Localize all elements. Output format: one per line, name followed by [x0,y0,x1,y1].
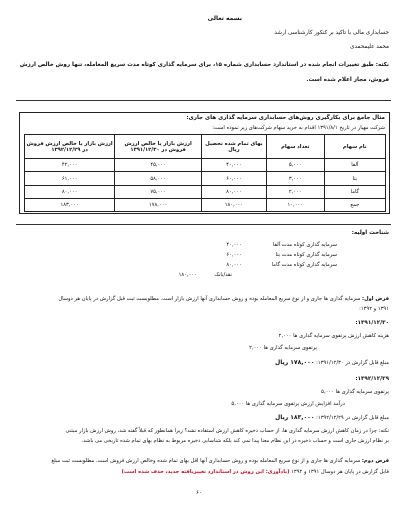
table-header-row [25,135,386,159]
page-number: ۶۰ [196,490,203,496]
table-header-cell: ارزش بازار یا خالص ارزش فروش در ۱۳۹۱/۱۲/۳۰ [115,135,202,159]
table-header-cell: بهای تمام شده تحصیل ریال [201,135,266,159]
table-cell: ۱۸۰,۰۰۰ [201,198,266,211]
table-header-cell: ارزش بازار یا خالص ارزش فروش در ۱۳۹۲/۱۲/۲۹ [25,135,115,159]
table-cell: ۸۰,۰۰۰ [201,185,266,198]
date1-reported [275,359,389,366]
cash-label: نقد/بانک [214,272,232,278]
investment-table [24,134,386,212]
assumption1-line1 [58,296,389,302]
table-cell: بتا [324,172,385,185]
note-top-line2: فروش، مجاز اعلام شده است. [306,77,389,83]
initial-entry-amount: ۶۰,۰۰۰ [226,252,242,258]
date1-heading: ۱۳۹۱/۱۲/۳۰: [355,320,389,326]
initial-entry-label: سرمایه گذاری کوتاه مدت بتا [275,252,337,258]
bismillah: بسمه تعالی [207,15,242,22]
assumption2-reminder: (یادآوری: این روش در استاندارد تغییریافته جدید، حذف شده است) [121,469,290,475]
assumption2-line2 [122,469,389,475]
date1-reported-label: مبلغ قابل گزارش در ۱۳۹۱/۱۲/۳۰: [316,360,389,366]
table-cell: جمع [324,198,385,211]
assumption2-text-2: قابل گزارش در پایان هر دوسال ۱۳۹۱ و ۱۳۹۲ [291,469,389,475]
table-cell: ۴۲,۰۰۰ [25,159,115,172]
table-cell: ۵۸,۰۰۰ [115,172,202,185]
note-bottom-line2: بر نظام ارزش جاری است و حساب ذخیره در این نظام معنا پیدا نمی کند بلکه شناسایی ذخیره مربوط به نظام بهای تمام شده تاریخی می باشد. [81,438,389,444]
table-cell: ۴۵,۰۰۰ [115,159,202,172]
date2-entry-debit: پرتفوی سرمایه گذاری ها ۵,۰۰۰ [321,389,389,395]
table-cell: ۷۵,۰۰۰ [115,185,202,198]
date2-reported [275,414,389,421]
table-cell: ۴۰,۰۰۰ [201,159,266,172]
initial-entry-amount: ۸۰,۰۰۰ [226,262,242,268]
initial-entry-label: سرمایه گذاری کوتاه مدت آلفا [272,242,337,248]
table-cell: ۶۰,۰۰۰ [201,172,266,185]
divider [16,224,391,225]
example-intro: شرکت مهیار در تاریخ ۱۳۹۱/۸/۱ اقدام به خرید سهام شرکت‌های زیر نموده است: [212,125,385,131]
date2-heading: ۱۳۹۲/۱۲/۲۹: [355,376,389,382]
table-total-row [25,198,386,211]
date2-entry-credit: درآمد افزایش ارزش پرتفوی سرمایه گذاری ها ۵,۰۰۰ [231,401,345,407]
table-cell: ۱۷۸,۰۰۰ [115,198,202,211]
table-cell: ۱۸۳,۰۰۰ [25,198,115,211]
table-header-cell: تعداد سهام [266,135,324,159]
author-name: محمد علیمحمدی [350,44,389,50]
initial-entry-amount: ۴۰,۰۰۰ [226,242,242,248]
table-cell: ۳,۰۰۰ [266,172,324,185]
cash-amount: ۱۸۰,۰۰۰ [178,272,197,278]
assumption1-label: فرض اول: [362,296,389,302]
table-row [25,159,386,172]
table-cell: ۵,۰۰۰ [266,159,324,172]
date1-reported-value: ۱۷۸,۰۰۰ ریال [274,359,315,366]
date2-reported-label: مبلغ قابل گزارش در ۱۳۹۲/۱۲/۲۹: [316,415,389,421]
table-row [25,185,386,198]
example-title: مثال جامع برای بکارگیری روش‌های حسابداری سرمایه گذاری های جاری: [186,115,385,121]
note-top-line1: نکته: طبق تغییرات انجام شده در استاندارد حسابداری شماره ۱۵، برای سرمایه گذاری کوتاه مدت سریع المعامله، تنها روش خالص ارزش [19,62,389,68]
table-header-cell: نام سهام [324,135,385,159]
table-cell: ۱۰,۰۰۰ [266,198,324,211]
divider [16,100,391,101]
assumption1-text: سرمایه گذاری ها جاری و از نوع سریع المعامله بوده و روش حسابداری آنها ارزش بازار است. مطلوبست ثبت قبل گزارش در پایان هر دوسال [58,296,361,302]
date2-reported-value: ۱۸۳,۰۰۰ ریال [274,414,315,421]
table-cell: ۸۰,۰۰۰ [25,185,115,198]
table-cell: آلفا [324,159,385,172]
date1-entry-credit: پرتفوی سرمایه گذاری ها ۲,۰۰۰ [249,345,317,351]
assumption1-line2: ۱۳۹۱ و ۱۳۹۲: [359,306,389,312]
table-cell: گاما [324,185,385,198]
table-cell: ۲,۰۰۰ [266,185,324,198]
initial-entry-label: سرمایه گذاری کوتاه مدت گاما [271,262,337,268]
initial-title: شناخت اولیه: [351,230,389,236]
date1-entry-debit: هزینه کاهش ارزش پرتفوی سرمایه گذاری ها ۲,۰۰۰ [278,333,389,339]
assumption2-text: سرمایه گذاری ها جاری و از نوع سریع المعامله بوده و روش حسابداری آنها اقل بهای تمام شده وخالص ارزش فروش است. مطلوبست ثبت مبلغ [51,458,361,464]
table-cell: ۶۱,۰۰۰ [25,172,115,185]
note-bottom-line1: نکته: چرا در زمان کاهش ارزش سرمایه گذاری ها، از حساب ذخیره کاهش ارزش استفاده نشد؟ زیرا همانطور که قبلاً گفته شد، روش ارزش بازار مبتنی [65,428,389,434]
assumption2-label: فرض دوم: [361,458,389,464]
assumption2-line1 [51,458,389,464]
course-title: حسابداری مالی با تاکید بر کنکور کارشناسی ارشد [274,30,389,36]
table-row [25,172,386,185]
